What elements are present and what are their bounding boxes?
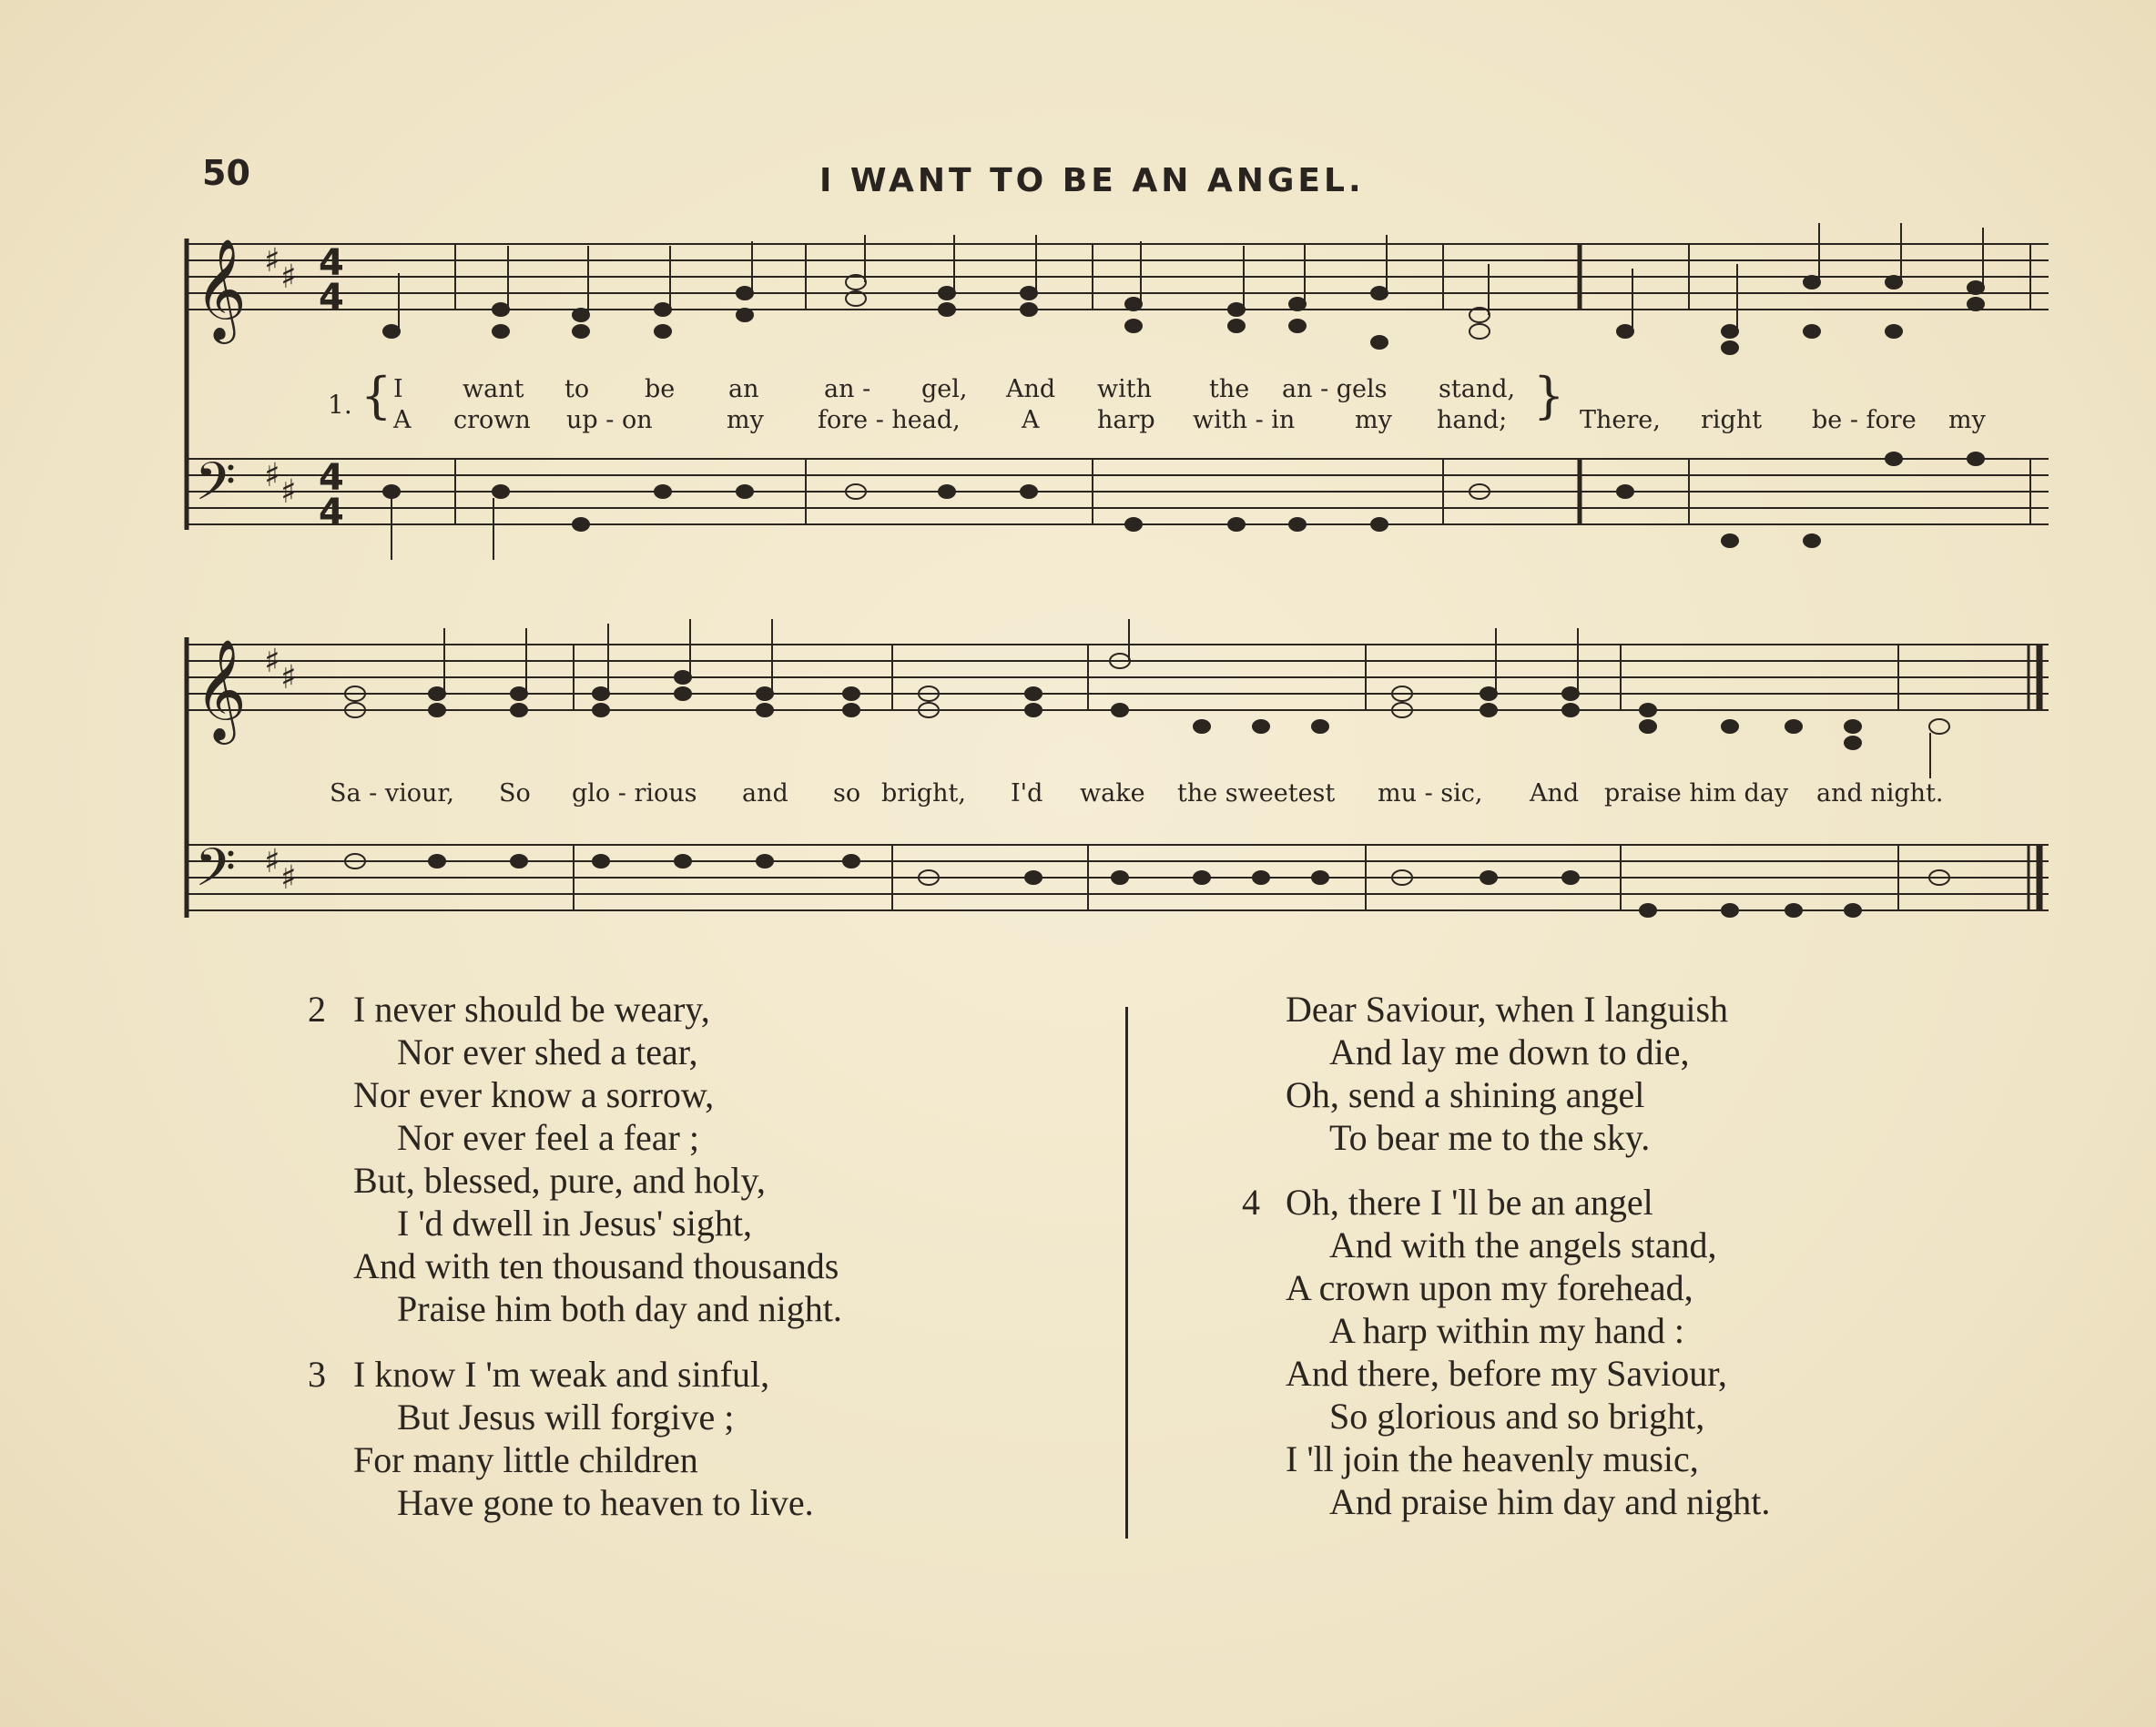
system1-bass-staff bbox=[187, 459, 2049, 524]
treble-clef-icon: 𝄞 bbox=[195, 638, 247, 740]
lyric-syllable: be - fore bbox=[1812, 406, 1917, 434]
verse-line: And there, before my Saviour, bbox=[1286, 1353, 1727, 1394]
bass-clef-icon: 𝄢 bbox=[195, 451, 237, 525]
column-divider bbox=[1125, 1007, 1128, 1539]
lyric-syllable: the sweetest bbox=[1177, 779, 1336, 808]
lyric-syllable: fore - head, bbox=[818, 406, 961, 434]
lyric-syllable: gel, bbox=[921, 375, 968, 403]
svg-text:♯: ♯ bbox=[280, 258, 297, 296]
lyric-syllable: right bbox=[1701, 406, 1763, 434]
lyric-syllable: There, bbox=[1580, 406, 1661, 434]
svg-text:♯: ♯ bbox=[264, 842, 280, 880]
lyric-syllable: I'd bbox=[1011, 779, 1043, 808]
system1-treble-staff bbox=[187, 244, 2049, 310]
lyric-syllable: my bbox=[727, 406, 764, 434]
verse-3 bbox=[353, 1353, 814, 1524]
verse-line: Oh, there I 'll be an angel bbox=[1286, 1182, 1653, 1223]
lyric-syllable: So bbox=[499, 779, 531, 808]
verse-line: Have gone to heaven to live. bbox=[397, 1482, 814, 1523]
svg-text:4: 4 bbox=[319, 242, 344, 284]
verse-line: Nor ever feel a fear ; bbox=[397, 1117, 699, 1158]
lyric-syllable: an bbox=[728, 375, 759, 403]
lyric-syllable: with - in bbox=[1193, 406, 1296, 434]
svg-text:♯: ♯ bbox=[264, 241, 280, 279]
verse-line: Nor ever shed a tear, bbox=[397, 1031, 698, 1072]
verse-line: Praise him both day and night. bbox=[397, 1288, 842, 1329]
lyric-syllable: be bbox=[645, 375, 676, 403]
lyric-syllable: up - on bbox=[566, 406, 653, 434]
verse-line: But, blessed, pure, and holy, bbox=[353, 1160, 766, 1201]
lyric-syllable: an - bbox=[824, 375, 871, 403]
lyric-syllable: And bbox=[1530, 779, 1580, 808]
lyric-syllable: the bbox=[1209, 375, 1250, 403]
lyric-syllable: to bbox=[564, 375, 590, 403]
page-number: 50 bbox=[202, 153, 250, 193]
svg-text:♯: ♯ bbox=[280, 858, 297, 897]
lyric-syllable: an - gels bbox=[1282, 375, 1388, 403]
lyric-syllable: wake bbox=[1080, 779, 1145, 808]
svg-text:♯: ♯ bbox=[280, 658, 297, 696]
lyric-syllable: hand; bbox=[1437, 406, 1508, 434]
verse-line: I 'll join the heavenly music, bbox=[1286, 1438, 1699, 1479]
lyric-syllable: I bbox=[393, 375, 403, 403]
lyric-brace-right: } bbox=[1533, 367, 1565, 424]
music-verse-number: 1. bbox=[328, 390, 352, 420]
bass-clef-icon: 𝄢 bbox=[195, 837, 237, 911]
lyric-syllable: stand, bbox=[1439, 375, 1516, 403]
lyric-syllable: want bbox=[463, 375, 524, 403]
lyric-syllable: A bbox=[1022, 406, 1040, 434]
verse-4 bbox=[1286, 1181, 1770, 1523]
lyric-syllable: bright, bbox=[881, 779, 966, 808]
verse-3-continued bbox=[1286, 988, 1728, 1159]
svg-text:4: 4 bbox=[319, 457, 344, 499]
lyric-syllable: with bbox=[1097, 375, 1152, 403]
lyric-brace: { bbox=[361, 367, 392, 424]
verse-line: And praise him day and night. bbox=[1329, 1481, 1771, 1522]
lyric-syllable: my bbox=[1355, 406, 1392, 434]
verse-line: For many little children bbox=[353, 1439, 698, 1480]
verse-line: But Jesus will forgive ; bbox=[397, 1397, 735, 1437]
svg-text:♯: ♯ bbox=[280, 472, 297, 511]
verse-line: And lay me down to die, bbox=[1329, 1031, 1690, 1072]
svg-text:♯: ♯ bbox=[264, 456, 280, 494]
svg-text:♯: ♯ bbox=[264, 642, 280, 680]
page-title: I WANT TO BE AN ANGEL. bbox=[819, 162, 1365, 199]
lyric-syllable: crown bbox=[453, 406, 531, 434]
lyric-syllable: so bbox=[833, 779, 861, 808]
verse-line: I 'd dwell in Jesus' sight, bbox=[397, 1203, 752, 1244]
lyric-syllable: my bbox=[1948, 406, 1986, 434]
verse-line: A crown upon my forehead, bbox=[1286, 1267, 1693, 1308]
verse-line: A harp within my hand : bbox=[1329, 1310, 1684, 1351]
note-heads bbox=[345, 223, 1984, 917]
verse-number: 4 bbox=[1242, 1182, 1260, 1223]
verse-line: And with ten thousand thousands bbox=[353, 1245, 839, 1286]
verse-number: 3 bbox=[308, 1354, 326, 1395]
lyric-syllable: A bbox=[393, 406, 412, 434]
verse-line: To bear me to the sky. bbox=[1329, 1117, 1651, 1158]
lyric-syllable: and bbox=[742, 779, 788, 808]
verse-line: Nor ever know a sorrow, bbox=[353, 1074, 715, 1115]
verse-line: And with the angels stand, bbox=[1329, 1224, 1717, 1265]
treble-clef-icon: 𝄞 bbox=[195, 238, 247, 340]
lyric-syllable: and night. bbox=[1816, 779, 1944, 808]
verse-line: I know I 'm weak and sinful, bbox=[353, 1354, 770, 1395]
lyric-syllable: harp bbox=[1097, 406, 1155, 434]
lyric-syllable: praise him day bbox=[1604, 779, 1789, 808]
verse-line: So glorious and so bright, bbox=[1329, 1396, 1705, 1437]
system2-barlines bbox=[574, 645, 2039, 910]
verse-line: Oh, send a shining angel bbox=[1286, 1074, 1645, 1115]
lyric-syllable: glo - rious bbox=[572, 779, 697, 808]
svg-text:4: 4 bbox=[319, 277, 344, 319]
verse-line: I never should be weary, bbox=[353, 989, 710, 1030]
lyric-syllable: And bbox=[1006, 375, 1056, 403]
lyric-syllable: mu - sic, bbox=[1378, 779, 1483, 808]
lyric-syllable: Sa - viour, bbox=[330, 779, 454, 808]
verse-line: Dear Saviour, when I languish bbox=[1286, 989, 1729, 1030]
svg-text:4: 4 bbox=[319, 492, 344, 533]
verse-2 bbox=[353, 988, 842, 1330]
verse-number: 2 bbox=[308, 989, 326, 1030]
